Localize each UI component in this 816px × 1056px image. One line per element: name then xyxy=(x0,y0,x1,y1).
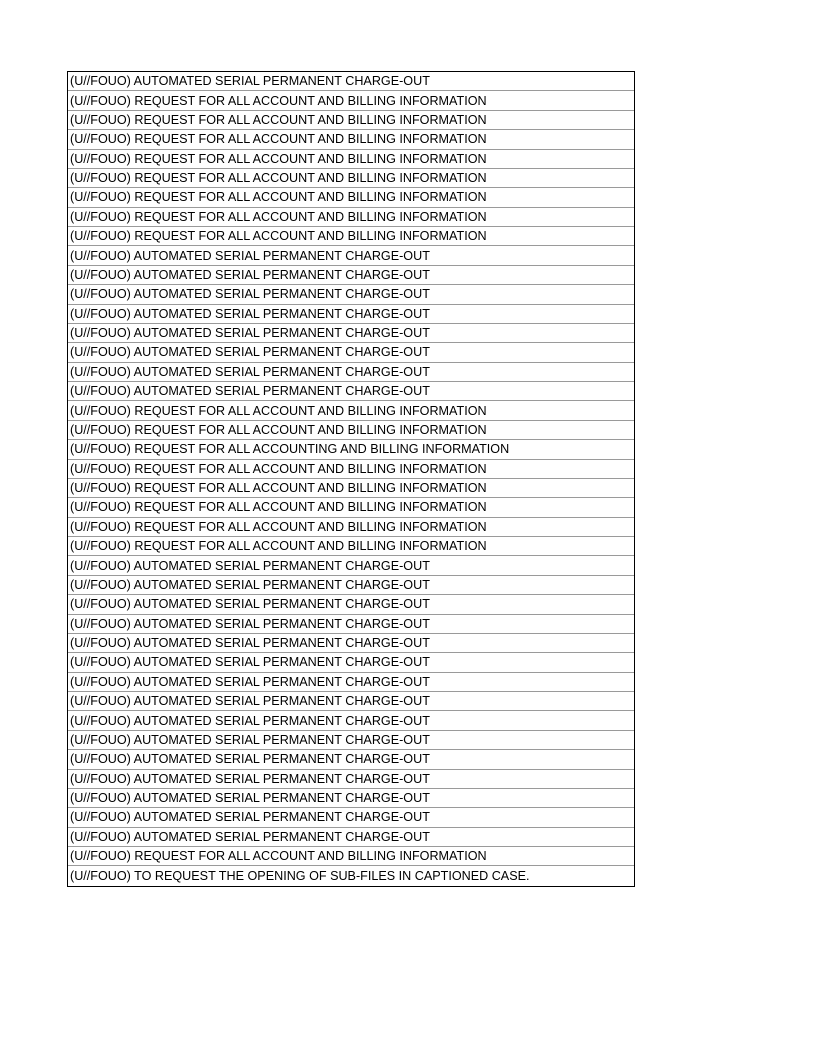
table-row: (U//FOUO) REQUEST FOR ALL ACCOUNT AND BILLING INFORMATION xyxy=(68,150,634,169)
table-row: (U//FOUO) AUTOMATED SERIAL PERMANENT CHARGE-OUT xyxy=(68,634,634,653)
table-row: (U//FOUO) AUTOMATED SERIAL PERMANENT CHARGE-OUT xyxy=(68,653,634,672)
table-row: (U//FOUO) AUTOMATED SERIAL PERMANENT CHARGE-OUT xyxy=(68,266,634,285)
table-row: (U//FOUO) REQUEST FOR ALL ACCOUNT AND BILLING INFORMATION xyxy=(68,169,634,188)
table-row: (U//FOUO) REQUEST FOR ALL ACCOUNT AND BILLING INFORMATION xyxy=(68,518,634,537)
table-row: (U//FOUO) AUTOMATED SERIAL PERMANENT CHARGE-OUT xyxy=(68,324,634,343)
table-row: (U//FOUO) AUTOMATED SERIAL PERMANENT CHARGE-OUT xyxy=(68,673,634,692)
table-row: (U//FOUO) REQUEST FOR ALL ACCOUNT AND BILLING INFORMATION xyxy=(68,111,634,130)
table-row: (U//FOUO) AUTOMATED SERIAL PERMANENT CHARGE-OUT xyxy=(68,615,634,634)
table-row: (U//FOUO) AUTOMATED SERIAL PERMANENT CHARGE-OUT xyxy=(68,285,634,304)
table-row: (U//FOUO) AUTOMATED SERIAL PERMANENT CHARGE-OUT xyxy=(68,828,634,847)
table-row: (U//FOUO) REQUEST FOR ALL ACCOUNT AND BILLING INFORMATION xyxy=(68,421,634,440)
table-row: (U//FOUO) AUTOMATED SERIAL PERMANENT CHARGE-OUT xyxy=(68,750,634,769)
table-row: (U//FOUO) AUTOMATED SERIAL PERMANENT CHARGE-OUT xyxy=(68,770,634,789)
table-row: (U//FOUO) AUTOMATED SERIAL PERMANENT CHARGE-OUT xyxy=(68,692,634,711)
table-row: (U//FOUO) AUTOMATED SERIAL PERMANENT CHARGE-OUT xyxy=(68,72,634,91)
table-row: (U//FOUO) AUTOMATED SERIAL PERMANENT CHARGE-OUT xyxy=(68,595,634,614)
table-row: (U//FOUO) AUTOMATED SERIAL PERMANENT CHARGE-OUT xyxy=(68,556,634,575)
table-row: (U//FOUO) AUTOMATED SERIAL PERMANENT CHARGE-OUT xyxy=(68,305,634,324)
table-row: (U//FOUO) REQUEST FOR ALL ACCOUNT AND BILLING INFORMATION xyxy=(68,188,634,207)
table-row: (U//FOUO) REQUEST FOR ALL ACCOUNT AND BILLING INFORMATION xyxy=(68,537,634,556)
table-row: (U//FOUO) REQUEST FOR ALL ACCOUNT AND BILLING INFORMATION xyxy=(68,208,634,227)
table-row: (U//FOUO) REQUEST FOR ALL ACCOUNT AND BILLING INFORMATION xyxy=(68,460,634,479)
table-row: (U//FOUO) AUTOMATED SERIAL PERMANENT CHARGE-OUT xyxy=(68,343,634,362)
table-row: (U//FOUO) AUTOMATED SERIAL PERMANENT CHARGE-OUT xyxy=(68,382,634,401)
table-row: (U//FOUO) REQUEST FOR ALL ACCOUNT AND BILLING INFORMATION xyxy=(68,498,634,517)
table-row: (U//FOUO) REQUEST FOR ALL ACCOUNT AND BILLING INFORMATION xyxy=(68,847,634,866)
table-row: (U//FOUO) AUTOMATED SERIAL PERMANENT CHARGE-OUT xyxy=(68,363,634,382)
table-row: (U//FOUO) TO REQUEST THE OPENING OF SUB-FILES IN CAPTIONED CASE. xyxy=(70,869,530,884)
table-row: (U//FOUO) REQUEST FOR ALL ACCOUNT AND BILLING INFORMATION xyxy=(68,91,634,110)
table-row: (U//FOUO) REQUEST FOR ALL ACCOUNT AND BILLING INFORMATION xyxy=(68,479,634,498)
table-row: (U//FOUO) REQUEST FOR ALL ACCOUNT AND BILLING INFORMATION xyxy=(68,227,634,246)
document-table xyxy=(67,71,635,887)
table-row: (U//FOUO) REQUEST FOR ALL ACCOUNTING AND BILLING INFORMATION xyxy=(68,440,634,459)
table-row: (U//FOUO) REQUEST FOR ALL ACCOUNT AND BILLING INFORMATION xyxy=(68,401,634,420)
table-row: (U//FOUO) AUTOMATED SERIAL PERMANENT CHARGE-OUT xyxy=(68,808,634,827)
table-row: (U//FOUO) AUTOMATED SERIAL PERMANENT CHARGE-OUT xyxy=(68,576,634,595)
table-row: (U//FOUO) AUTOMATED SERIAL PERMANENT CHARGE-OUT xyxy=(68,711,634,730)
table-row: (U//FOUO) AUTOMATED SERIAL PERMANENT CHARGE-OUT xyxy=(68,731,634,750)
table-row: (U//FOUO) AUTOMATED SERIAL PERMANENT CHARGE-OUT xyxy=(68,789,634,808)
table-row: (U//FOUO) REQUEST FOR ALL ACCOUNT AND BILLING INFORMATION xyxy=(68,130,634,149)
table-row: (U//FOUO) AUTOMATED SERIAL PERMANENT CHARGE-OUT xyxy=(68,246,634,265)
